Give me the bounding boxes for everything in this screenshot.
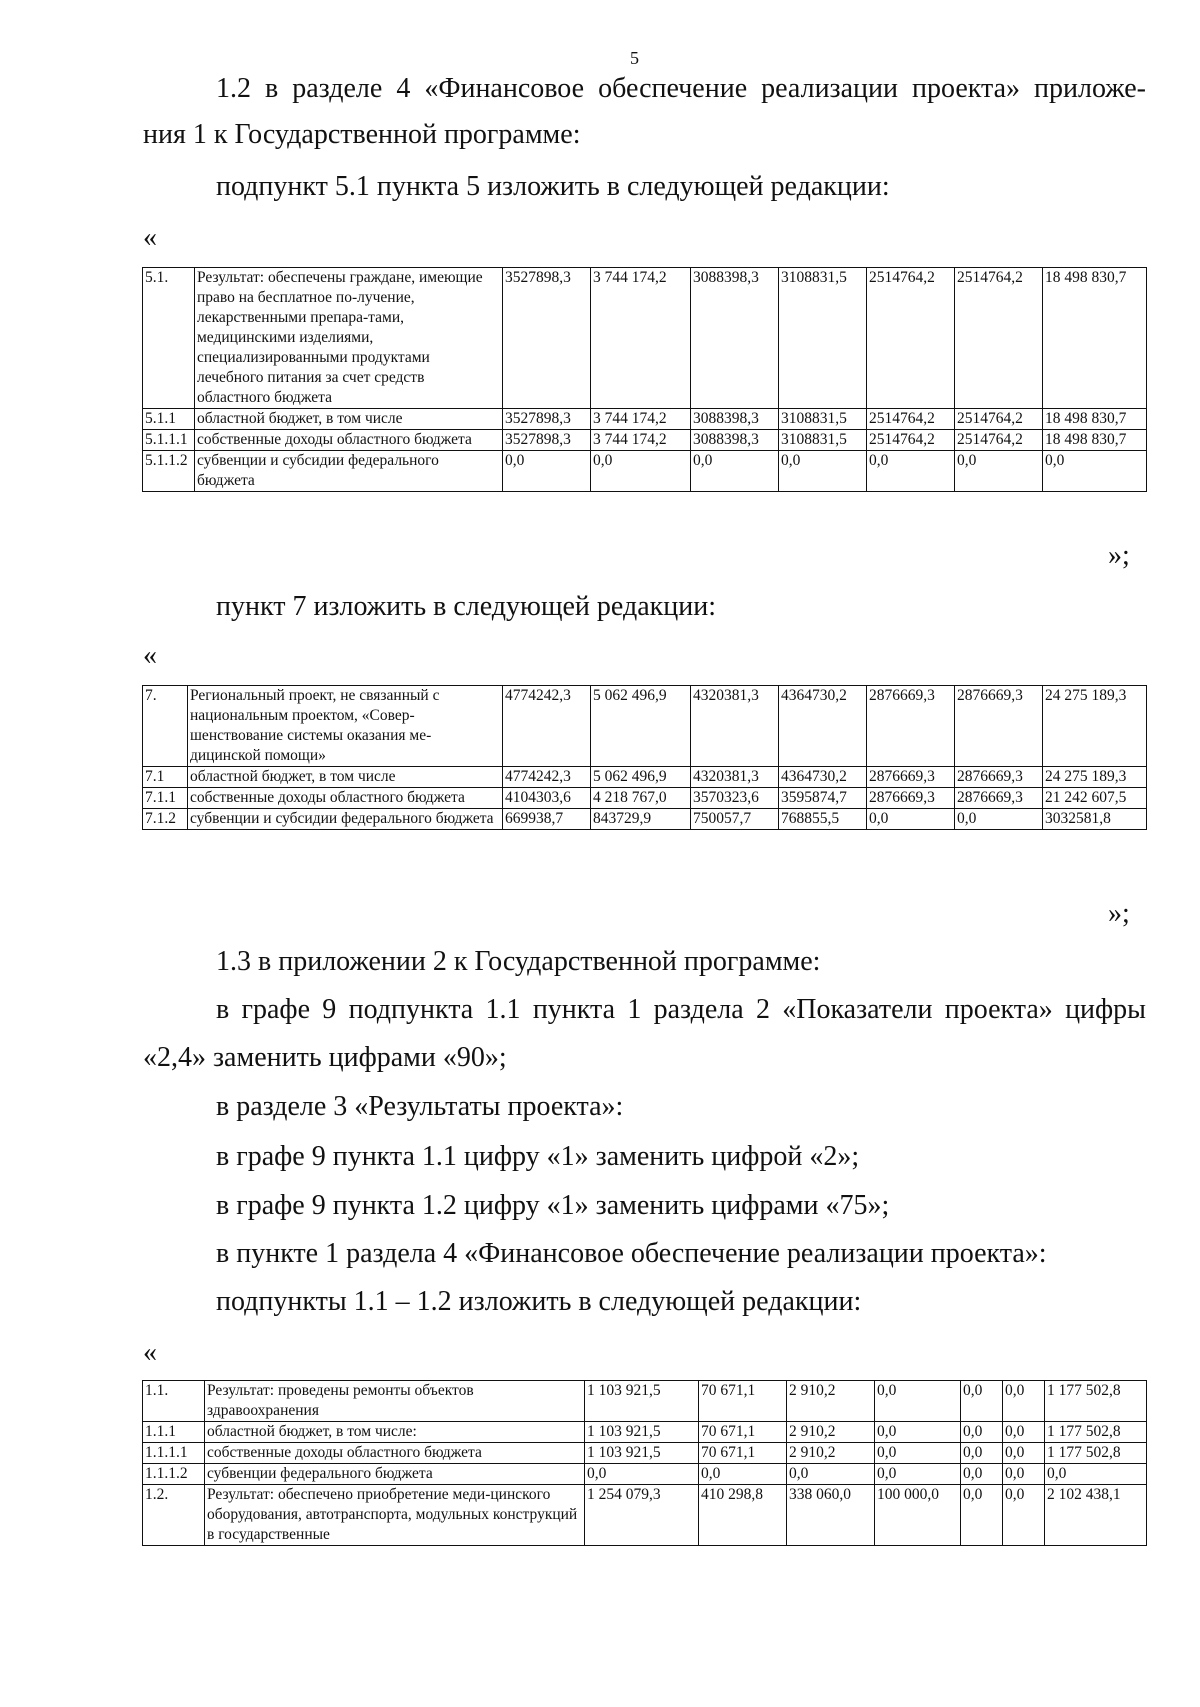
open-quote-2: « — [143, 640, 157, 671]
row-value: 3108831,5 — [779, 409, 867, 430]
section-1-3-p2: в разделе 3 «Результаты проекта»: — [216, 1091, 624, 1122]
row-value: 0,0 — [875, 1464, 961, 1485]
row-description: Результат: обеспечено приобретение меди-цинского оборудования, автотранспорта, модульных конструкций в государственные — [205, 1485, 585, 1546]
row-value: 70 671,1 — [699, 1381, 787, 1422]
row-value: 0,0 — [1003, 1464, 1045, 1485]
row-value: 2876669,3 — [955, 686, 1043, 767]
row-value: 768855,5 — [779, 809, 867, 830]
row-code: 5.1.1.1 — [143, 430, 195, 451]
row-value: 24 275 189,3 — [1043, 767, 1147, 788]
row-description: собственные доходы областного бюджета — [205, 1443, 585, 1464]
row-value: 410 298,8 — [699, 1485, 787, 1546]
row-value: 1 177 502,8 — [1045, 1381, 1147, 1422]
table-row — [143, 1464, 1147, 1485]
row-description: областной бюджет, в том числе — [188, 767, 503, 788]
row-description: собственные доходы областного бюджета — [188, 788, 503, 809]
row-value: 3527898,3 — [503, 268, 591, 409]
row-code: 1.1.1.2 — [143, 1464, 205, 1485]
row-code: 7.1 — [143, 767, 188, 788]
row-value: 3088398,3 — [691, 409, 779, 430]
row-value: 1 103 921,5 — [585, 1422, 699, 1443]
table-row — [143, 268, 1147, 409]
row-value: 0,0 — [1003, 1485, 1045, 1546]
row-value: 18 498 830,7 — [1043, 430, 1147, 451]
row-value: 338 060,0 — [787, 1485, 875, 1546]
row-value: 4 218 767,0 — [591, 788, 691, 809]
row-value: 0,0 — [961, 1443, 1003, 1464]
row-value: 0,0 — [961, 1381, 1003, 1422]
row-value: 0,0 — [867, 809, 955, 830]
table-row — [143, 788, 1147, 809]
open-quote-1: « — [143, 222, 157, 253]
instruction-p7: пункт 7 изложить в следующей редакции: — [216, 591, 716, 622]
row-value: 0,0 — [503, 451, 591, 492]
row-value: 2876669,3 — [955, 767, 1043, 788]
row-value: 4774242,3 — [503, 686, 591, 767]
row-value: 1 103 921,5 — [585, 1443, 699, 1464]
row-value: 3 744 174,2 — [591, 268, 691, 409]
section-1-3-heading: 1.3 в приложении 2 к Государственной программе: — [216, 946, 821, 977]
table-row — [143, 767, 1147, 788]
table-5-1 — [142, 267, 1147, 492]
section-1-3-p4: в графе 9 пункта 1.2 цифру «1» заменить цифрами «75»; — [216, 1190, 890, 1221]
row-value: 4104303,6 — [503, 788, 591, 809]
row-value: 0,0 — [1003, 1381, 1045, 1422]
section-1-2-line1: 1.2 в разделе 4 «Финансовое обеспечение реализации проекта» приложе- — [216, 73, 1146, 104]
row-value: 0,0 — [867, 451, 955, 492]
section-1-3-p6: подпункты 1.1 – 1.2 изложить в следующей редакции: — [216, 1286, 862, 1317]
row-value: 2 910,2 — [787, 1422, 875, 1443]
row-value: 0,0 — [1045, 1464, 1147, 1485]
row-value: 24 275 189,3 — [1043, 686, 1147, 767]
row-code: 5.1.1 — [143, 409, 195, 430]
row-value: 2514764,2 — [867, 430, 955, 451]
row-value: 1 254 079,3 — [585, 1485, 699, 1546]
row-value: 0,0 — [591, 451, 691, 492]
section-1-3-p1-line2: «2,4» заменить цифрами «90»; — [143, 1042, 507, 1073]
row-value: 18 498 830,7 — [1043, 268, 1147, 409]
row-value: 0,0 — [691, 451, 779, 492]
table-row — [143, 809, 1147, 830]
row-value: 4320381,3 — [691, 767, 779, 788]
row-value: 0,0 — [875, 1443, 961, 1464]
section-1-2-line2: ния 1 к Государственной программе: — [143, 119, 581, 150]
page-number: 5 — [630, 48, 639, 68]
row-value: 750057,7 — [691, 809, 779, 830]
row-value: 1 177 502,8 — [1045, 1422, 1147, 1443]
table-row — [143, 1422, 1147, 1443]
row-description: собственные доходы областного бюджета — [195, 430, 503, 451]
section-1-3-p3: в графе 9 пункта 1.1 цифру «1» заменить цифрой «2»; — [216, 1141, 860, 1172]
row-value: 3527898,3 — [503, 409, 591, 430]
row-description: субвенции и субсидии федерального бюджета — [195, 451, 503, 492]
row-value: 3 744 174,2 — [591, 409, 691, 430]
table-row — [143, 1381, 1147, 1422]
section-1-3-p5: в пункте 1 раздела 4 «Финансовое обеспечение реализации проекта»: — [216, 1238, 1047, 1269]
row-value: 3088398,3 — [691, 430, 779, 451]
row-code: 1.1.1.1 — [143, 1443, 205, 1464]
open-quote-3: « — [143, 1337, 157, 1368]
row-value: 0,0 — [1043, 451, 1147, 492]
row-value: 0,0 — [955, 809, 1043, 830]
row-value: 0,0 — [961, 1422, 1003, 1443]
row-value: 3088398,3 — [691, 268, 779, 409]
row-value: 843729,9 — [591, 809, 691, 830]
instruction-5-1: подпункт 5.1 пункта 5 изложить в следующей редакции: — [216, 171, 890, 202]
row-code: 7.1.1 — [143, 788, 188, 809]
row-value: 2514764,2 — [867, 409, 955, 430]
row-value: 3108831,5 — [779, 268, 867, 409]
row-value: 70 671,1 — [699, 1443, 787, 1464]
row-value: 100 000,0 — [875, 1485, 961, 1546]
row-value: 3570323,6 — [691, 788, 779, 809]
row-description: областной бюджет, в том числе: — [205, 1422, 585, 1443]
row-value: 18 498 830,7 — [1043, 409, 1147, 430]
row-value: 3527898,3 — [503, 430, 591, 451]
row-value: 0,0 — [875, 1422, 961, 1443]
row-value: 0,0 — [585, 1464, 699, 1485]
row-code: 7. — [143, 686, 188, 767]
section-1-3-p1-line1: в графе 9 подпункта 1.1 пункта 1 раздела 2 «Показатели проекта» цифры — [216, 994, 1146, 1025]
row-description: Региональный проект, не связанный с национальным проектом, «Совер-шенствование системы оказания ме-дицинской помощи» — [188, 686, 503, 767]
row-value: 0,0 — [875, 1381, 961, 1422]
row-description: субвенции федерального бюджета — [205, 1464, 585, 1485]
row-value: 0,0 — [699, 1464, 787, 1485]
row-code: 5.1.1.2 — [143, 451, 195, 492]
row-value: 4320381,3 — [691, 686, 779, 767]
table-row — [143, 409, 1147, 430]
table-row — [143, 1485, 1147, 1546]
row-code: 1.2. — [143, 1485, 205, 1546]
row-value: 4364730,2 — [779, 767, 867, 788]
row-description: областной бюджет, в том числе — [195, 409, 503, 430]
table-row — [143, 430, 1147, 451]
row-value: 70 671,1 — [699, 1422, 787, 1443]
row-description: Результат: проведены ремонты объектов здравоохранения — [205, 1381, 585, 1422]
row-code: 1.1.1 — [143, 1422, 205, 1443]
row-value: 2876669,3 — [867, 767, 955, 788]
row-value: 0,0 — [955, 451, 1043, 492]
row-code: 1.1. — [143, 1381, 205, 1422]
close-quote-1: »; — [1108, 540, 1130, 571]
row-value: 3 744 174,2 — [591, 430, 691, 451]
row-value: 2514764,2 — [867, 268, 955, 409]
row-value: 3595874,7 — [779, 788, 867, 809]
row-value: 0,0 — [961, 1485, 1003, 1546]
row-value: 5 062 496,9 — [591, 767, 691, 788]
table-1-1 — [142, 1380, 1147, 1546]
row-value: 5 062 496,9 — [591, 686, 691, 767]
row-value: 669938,7 — [503, 809, 591, 830]
row-value: 2876669,3 — [867, 788, 955, 809]
row-value: 0,0 — [1003, 1443, 1045, 1464]
row-value: 2514764,2 — [955, 409, 1043, 430]
row-value: 2876669,3 — [867, 686, 955, 767]
row-code: 7.1.2 — [143, 809, 188, 830]
table-row — [143, 686, 1147, 767]
row-value: 2876669,3 — [955, 788, 1043, 809]
row-value: 2 910,2 — [787, 1443, 875, 1464]
row-value: 4774242,3 — [503, 767, 591, 788]
row-value: 0,0 — [961, 1464, 1003, 1485]
row-value: 2 102 438,1 — [1045, 1485, 1147, 1546]
row-value: 1 177 502,8 — [1045, 1443, 1147, 1464]
row-value: 0,0 — [787, 1464, 875, 1485]
table-7 — [142, 685, 1147, 830]
row-value: 3108831,5 — [779, 430, 867, 451]
row-value: 0,0 — [1003, 1422, 1045, 1443]
table-row — [143, 451, 1147, 492]
table-row — [143, 1443, 1147, 1464]
row-value: 2514764,2 — [955, 430, 1043, 451]
row-value: 4364730,2 — [779, 686, 867, 767]
row-value: 2514764,2 — [955, 268, 1043, 409]
row-value: 2 910,2 — [787, 1381, 875, 1422]
row-value: 21 242 607,5 — [1043, 788, 1147, 809]
row-description: субвенции и субсидии федерального бюджета — [188, 809, 503, 830]
row-value: 0,0 — [779, 451, 867, 492]
row-description: Результат: обеспечены граждане, имеющие право на бесплатное по-лучение, лекарственными препара-тами, медицинскими изделиями, специализированными продуктами лечебного питания за счет средств областного бюджета — [195, 268, 503, 409]
row-value: 3032581,8 — [1043, 809, 1147, 830]
row-code: 5.1. — [143, 268, 195, 409]
row-value: 1 103 921,5 — [585, 1381, 699, 1422]
close-quote-2: »; — [1108, 898, 1130, 929]
